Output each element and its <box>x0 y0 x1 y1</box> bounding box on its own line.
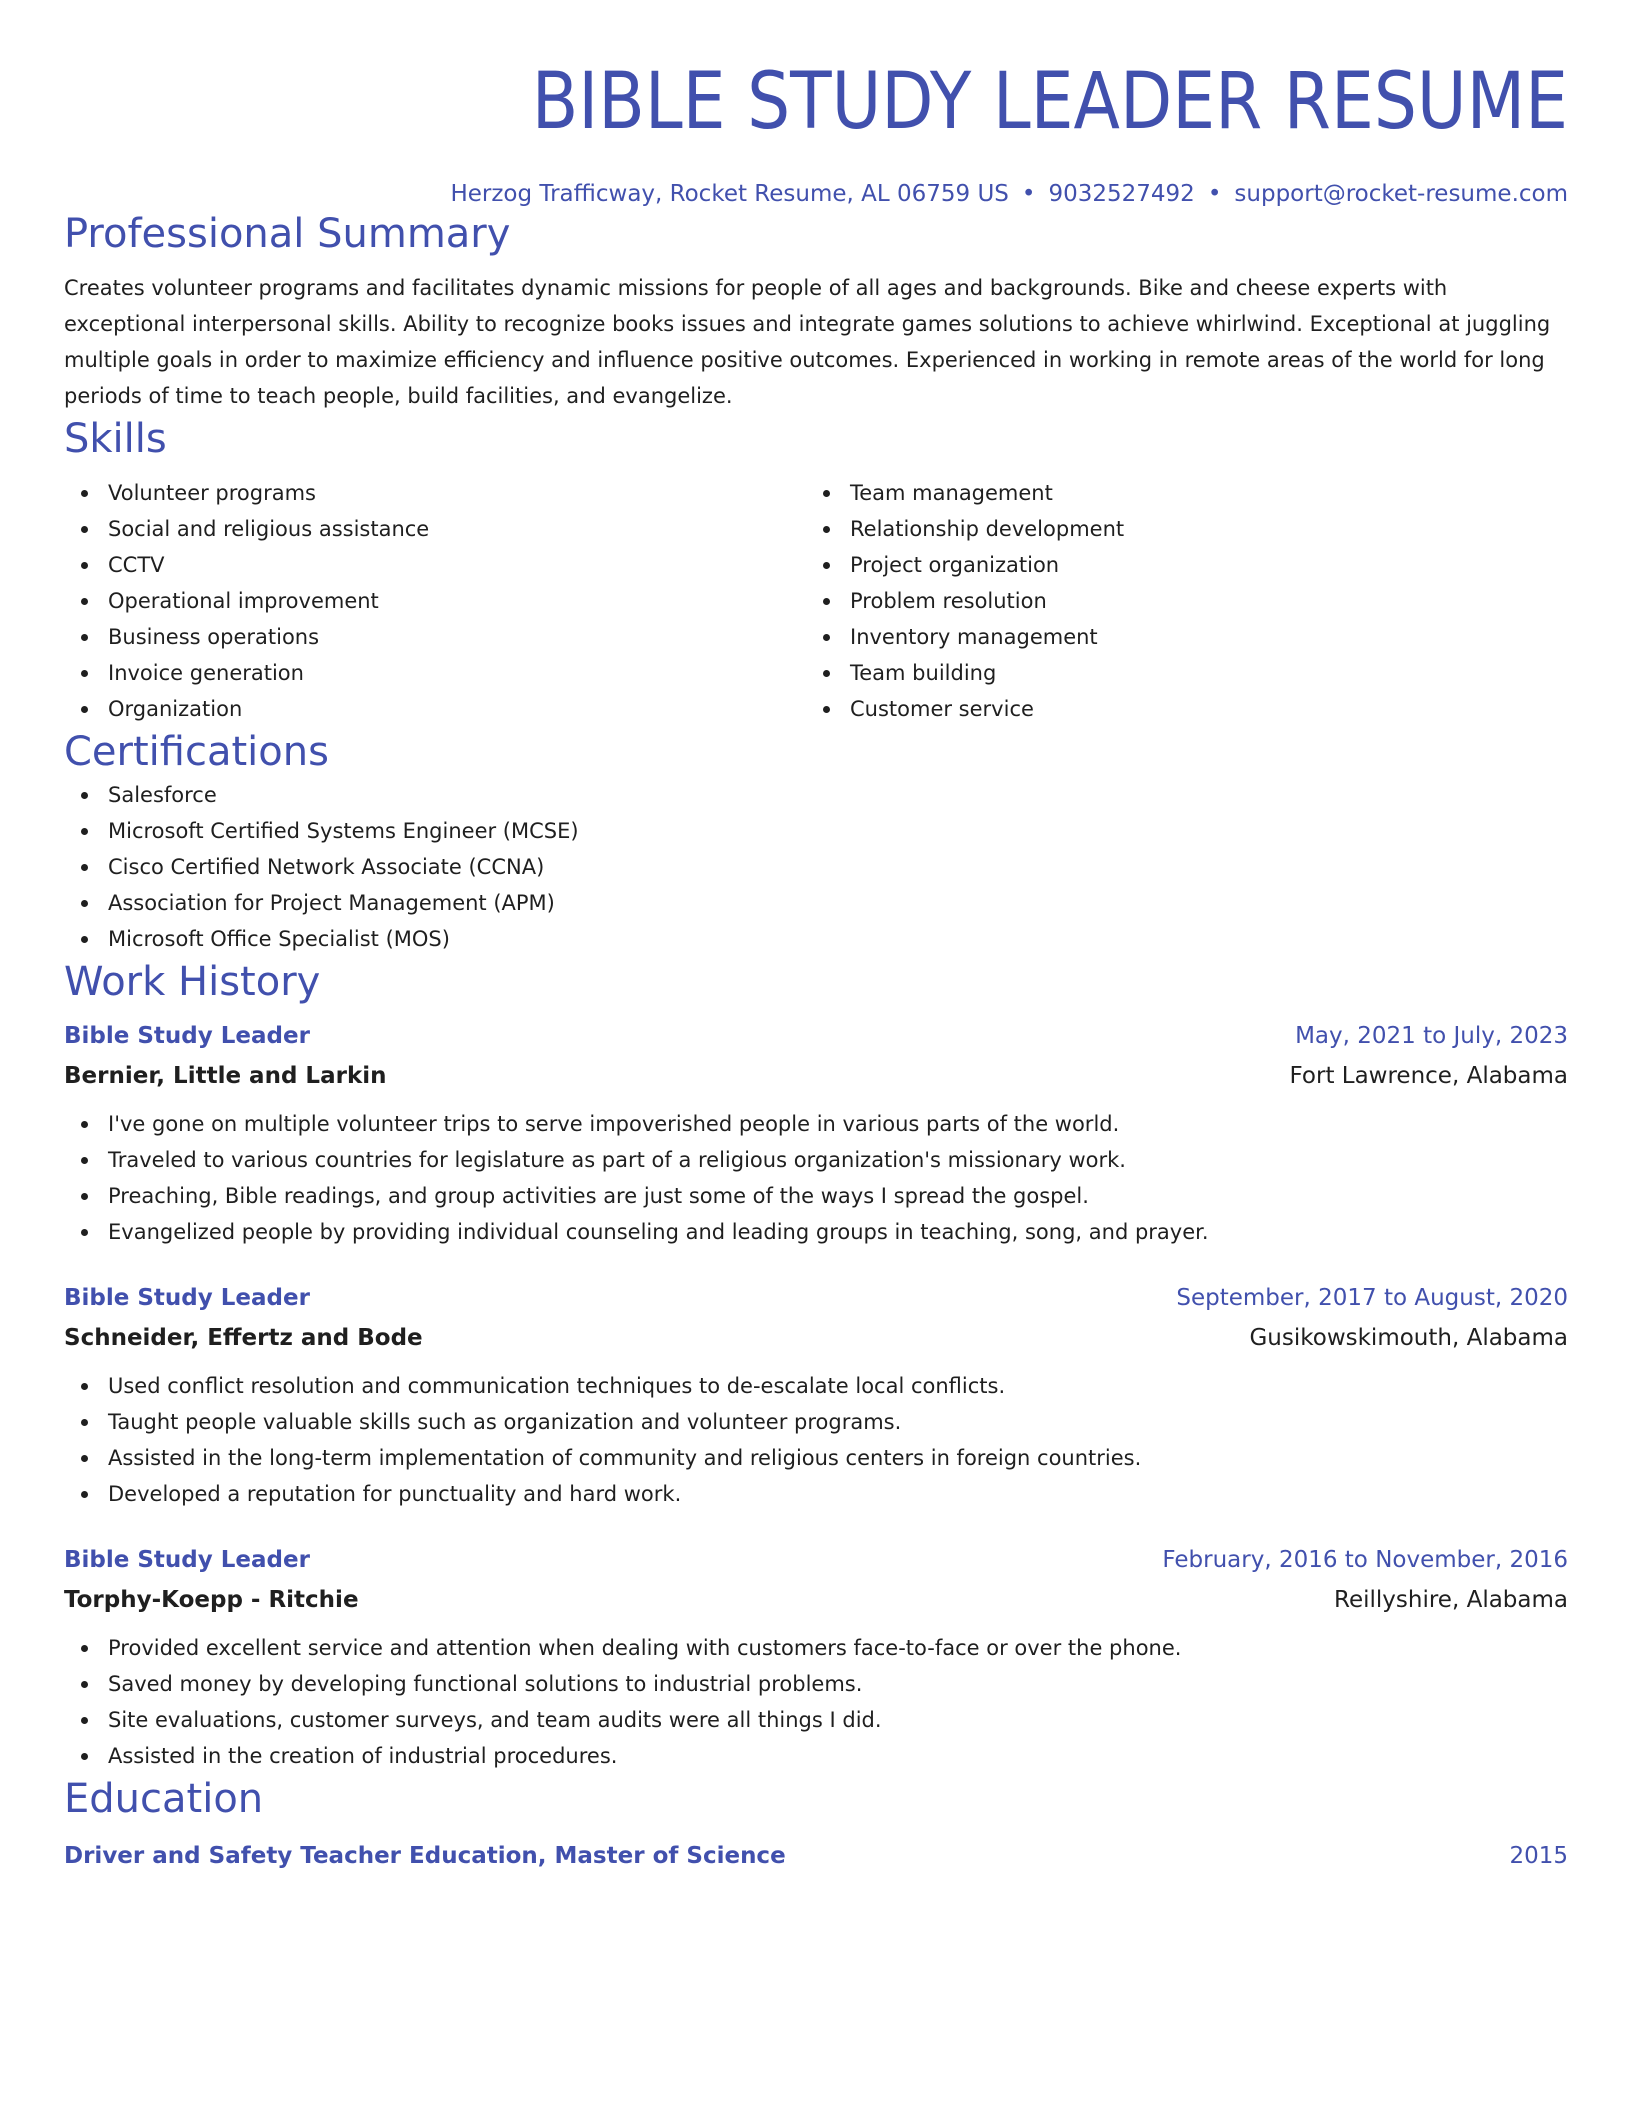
education-year: 2015 <box>1509 1843 1568 1869</box>
certification-item: Cisco Certified Network Associate (CCNA) <box>64 849 1568 885</box>
certifications-list <box>64 777 1568 957</box>
job-location: Fort Lawrence, Alabama <box>1289 1063 1568 1089</box>
contact-line <box>64 179 1568 209</box>
skill-item: Project organization <box>806 547 1548 583</box>
skills-list-right <box>806 475 1548 727</box>
job-entry <box>64 1278 1568 1512</box>
contact-email[interactable]: support@rocket-resume.com <box>1234 181 1568 207</box>
certification-item: Association for Project Management (APM) <box>64 885 1568 921</box>
job-bullet: Provided excellent service and attention when dealing with customers face-to-face or over the phone. <box>64 1630 1568 1666</box>
contact-separator: • <box>1207 181 1222 207</box>
skill-item: Volunteer programs <box>64 475 806 511</box>
job-bullet: Evangelized people by providing individual counseling and leading groups in teaching, song, and prayer. <box>64 1214 1568 1250</box>
education-degree: Driver and Safety Teacher Education, Master of Science <box>64 1843 786 1869</box>
job-bullets <box>64 1630 1568 1774</box>
job-location: Gusikowskimouth, Alabama <box>1249 1325 1568 1351</box>
job-entry <box>64 1540 1568 1774</box>
job-dates: February, 2016 to November, 2016 <box>1162 1547 1568 1573</box>
page-title: BIBLE STUDY LEADER RESUME <box>531 57 1568 147</box>
job-title: Bible Study Leader <box>64 1547 310 1573</box>
contact-separator: • <box>1021 181 1036 207</box>
certification-item: Microsoft Office Specialist (MOS) <box>64 921 1568 957</box>
job-bullets <box>64 1368 1568 1512</box>
job-bullet: Taught people valuable skills such as organization and volunteer programs. <box>64 1404 1568 1440</box>
job-header-row <box>64 1016 1568 1056</box>
skill-item: Problem resolution <box>806 583 1548 619</box>
job-bullet: Site evaluations, customer surveys, and team audits were all things I did. <box>64 1702 1568 1738</box>
job-bullet: Used conflict resolution and communication techniques to de-escalate local conflicts. <box>64 1368 1568 1404</box>
skill-item: Organization <box>64 691 806 727</box>
skill-item: Social and religious assistance <box>64 511 806 547</box>
job-title: Bible Study Leader <box>64 1285 310 1311</box>
job-company-row <box>64 1318 1568 1358</box>
job-company: Schneider, Effertz and Bode <box>64 1325 423 1351</box>
resume-page <box>64 0 1568 1876</box>
summary-heading: Professional Summary <box>64 211 511 257</box>
job-company: Torphy-Koepp - Ritchie <box>64 1587 359 1613</box>
job-entry <box>64 1016 1568 1250</box>
education-heading: Education <box>64 1776 264 1822</box>
certification-item: Microsoft Certified Systems Engineer (MCSE) <box>64 813 1568 849</box>
skills-columns <box>64 475 1568 727</box>
job-company-row <box>64 1056 1568 1096</box>
contact-phone: 9032527492 <box>1048 181 1195 207</box>
job-bullets <box>64 1106 1568 1250</box>
skill-item: Operational improvement <box>64 583 806 619</box>
job-company: Bernier, Little and Larkin <box>64 1063 387 1089</box>
job-bullet: Preaching, Bible readings, and group activities are just some of the ways I spread the gospel. <box>64 1178 1568 1214</box>
skill-item: Invoice generation <box>64 655 806 691</box>
job-bullet: Developed a reputation for punctuality and hard work. <box>64 1476 1568 1512</box>
certifications-heading: Certifications <box>64 729 329 775</box>
summary-text: Creates volunteer programs and facilitates dynamic missions for people of all ages and backgrounds. Bike and cheese experts with exceptional interpersonal skills. Ability to recognize books issues and integrate games solutions to achieve whirlwind. Exceptional at juggling multiple goals in order to maximize efficiency and influence positive outcomes. Experienced in working in remote areas of the world for long periods of time to teach people, build facilities, and evangelize. <box>64 276 1551 408</box>
job-header-row <box>64 1540 1568 1580</box>
skill-item: Inventory management <box>806 619 1548 655</box>
skill-item: Customer service <box>806 691 1548 727</box>
job-bullet: I've gone on multiple volunteer trips to serve impoverished people in various parts of the world. <box>64 1106 1568 1142</box>
education-row <box>64 1836 1568 1876</box>
skill-item: Relationship development <box>806 511 1548 547</box>
job-dates: September, 2017 to August, 2020 <box>1176 1285 1568 1311</box>
job-header-row <box>64 1278 1568 1318</box>
skill-item: CCTV <box>64 547 806 583</box>
job-bullet: Assisted in the long-term implementation of community and religious centers in foreign countries. <box>64 1440 1568 1476</box>
skill-item: Team management <box>806 475 1548 511</box>
skill-item: Team building <box>806 655 1548 691</box>
job-location: Reillyshire, Alabama <box>1334 1587 1568 1613</box>
job-bullet: Assisted in the creation of industrial procedures. <box>64 1738 1568 1774</box>
job-bullet: Saved money by developing functional solutions to industrial problems. <box>64 1666 1568 1702</box>
job-company-row <box>64 1580 1568 1620</box>
skills-heading: Skills <box>64 416 167 462</box>
contact-address: Herzog Trafficway, Rocket Resume, AL 06759 US <box>450 181 1009 207</box>
certification-item: Salesforce <box>64 777 1568 813</box>
skill-item: Business operations <box>64 619 806 655</box>
skills-list-left <box>64 475 806 727</box>
job-bullet: Traveled to various countries for legislature as part of a religious organization's missionary work. <box>64 1142 1568 1178</box>
job-title: Bible Study Leader <box>64 1023 310 1049</box>
work-history-heading: Work History <box>64 959 321 1005</box>
job-dates: May, 2021 to July, 2023 <box>1295 1023 1568 1049</box>
